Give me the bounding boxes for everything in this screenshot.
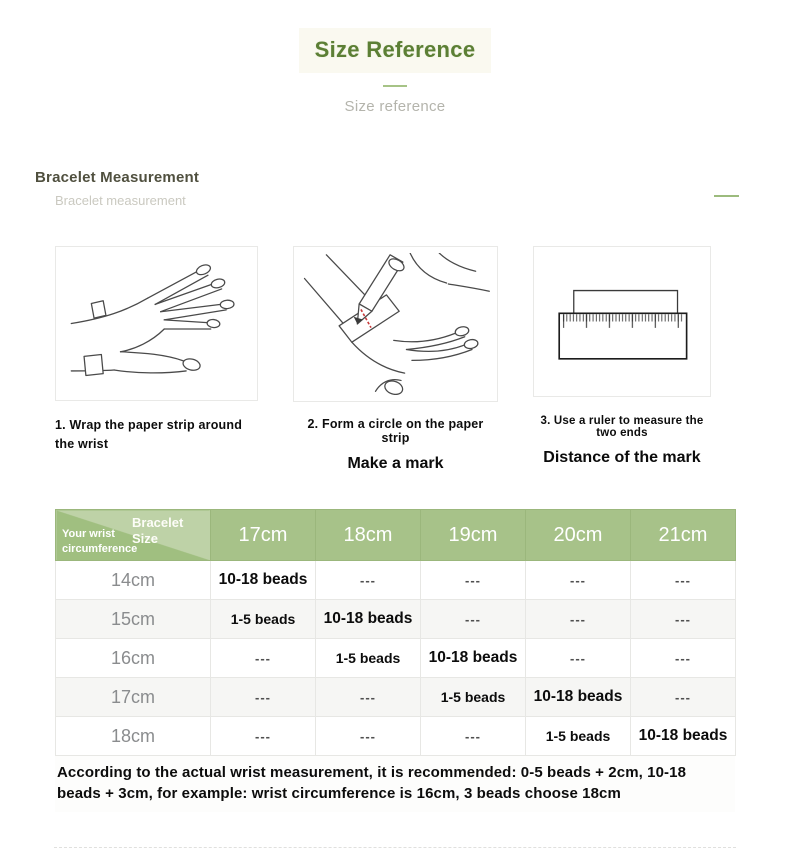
wrist-size-label: 17cm	[56, 678, 211, 717]
table-row	[56, 717, 736, 756]
step3-caption: 3. Use a ruler to measure the two ends	[540, 415, 704, 439]
size-cell: 1-5 beads	[211, 600, 316, 639]
table-row	[56, 639, 736, 678]
step-1	[55, 246, 258, 473]
size-cell: ---	[526, 639, 631, 678]
size-cell: 1-5 beads	[316, 639, 421, 678]
size-cell: ---	[421, 561, 526, 600]
table-row	[56, 600, 736, 639]
bracelet-measurement-header	[35, 169, 755, 208]
step2-caption: 2. Form a circle on the paper strip	[307, 417, 484, 445]
column-header: 19cm	[421, 510, 526, 561]
size-cell: 10-18 beads	[526, 678, 631, 717]
corner-label-bracelet-size: Bracelet Size	[132, 515, 184, 547]
size-cell: ---	[631, 678, 736, 717]
measurement-steps	[55, 246, 790, 473]
size-cell: ---	[316, 678, 421, 717]
step2-illustration	[293, 246, 498, 402]
hand-pen-mark-icon	[302, 253, 490, 395]
size-cell: 10-18 beads	[211, 561, 316, 600]
size-cell: 1-5 beads	[526, 717, 631, 756]
size-cell: ---	[631, 561, 736, 600]
section-subheading: Bracelet measurement	[55, 193, 186, 208]
step1-illustration	[55, 246, 258, 401]
size-recommendation-note: According to the actual wrist measurement, it is recommended: 0-5 beads + 2cm, 10-18 beads + 3cm, for example: wrist circumference is 16cm, 3 beads choose 18cm	[55, 756, 735, 812]
size-cell: ---	[316, 717, 421, 756]
size-reference-header	[0, 0, 790, 115]
size-cell: ---	[421, 717, 526, 756]
size-cell: 1-5 beads	[421, 678, 526, 717]
size-cell: ---	[421, 600, 526, 639]
size-cell: 10-18 beads	[316, 600, 421, 639]
bottom-dashed-divider	[54, 847, 736, 848]
size-cell: 10-18 beads	[421, 639, 526, 678]
step3-subcaption: Distance of the mark	[543, 449, 701, 466]
column-header: 20cm	[526, 510, 631, 561]
step3-illustration	[533, 246, 711, 397]
size-table-header-row	[56, 510, 736, 561]
title-underline-dash	[383, 85, 407, 87]
size-table-section	[55, 509, 735, 812]
size-cell: ---	[526, 561, 631, 600]
wrist-size-label: 14cm	[56, 561, 211, 600]
size-cell: ---	[526, 600, 631, 639]
corner-label-wrist-circumference: Your wrist circumference	[62, 528, 138, 555]
size-cell: ---	[211, 678, 316, 717]
wrist-size-label: 18cm	[56, 717, 211, 756]
size-cell: ---	[211, 639, 316, 678]
column-header: 17cm	[211, 510, 316, 561]
wrist-size-label: 15cm	[56, 600, 211, 639]
step1-caption: 1. Wrap the paper strip around the wrist	[55, 418, 243, 452]
column-header: 21cm	[631, 510, 736, 561]
step2-subcaption: Make a mark	[347, 455, 444, 472]
wrist-size-label: 16cm	[56, 639, 211, 678]
table-corner-cell	[56, 510, 211, 561]
page-title: Size Reference	[299, 28, 492, 73]
step-3	[533, 246, 711, 473]
hand-paper-strip-icon	[64, 254, 249, 394]
size-cell: ---	[316, 561, 421, 600]
step-2	[293, 246, 498, 473]
table-row	[56, 678, 736, 717]
size-cell: 10-18 beads	[631, 717, 736, 756]
size-cell: ---	[211, 717, 316, 756]
section-heading: Bracelet Measurement	[35, 169, 200, 186]
size-cell: ---	[631, 600, 736, 639]
size-table	[55, 509, 736, 756]
page-subtitle: Size reference	[344, 98, 446, 115]
ruler-measure-icon	[541, 253, 703, 390]
table-row	[56, 561, 736, 600]
column-header: 18cm	[316, 510, 421, 561]
section-accent-dash	[714, 195, 739, 197]
size-cell: ---	[631, 639, 736, 678]
